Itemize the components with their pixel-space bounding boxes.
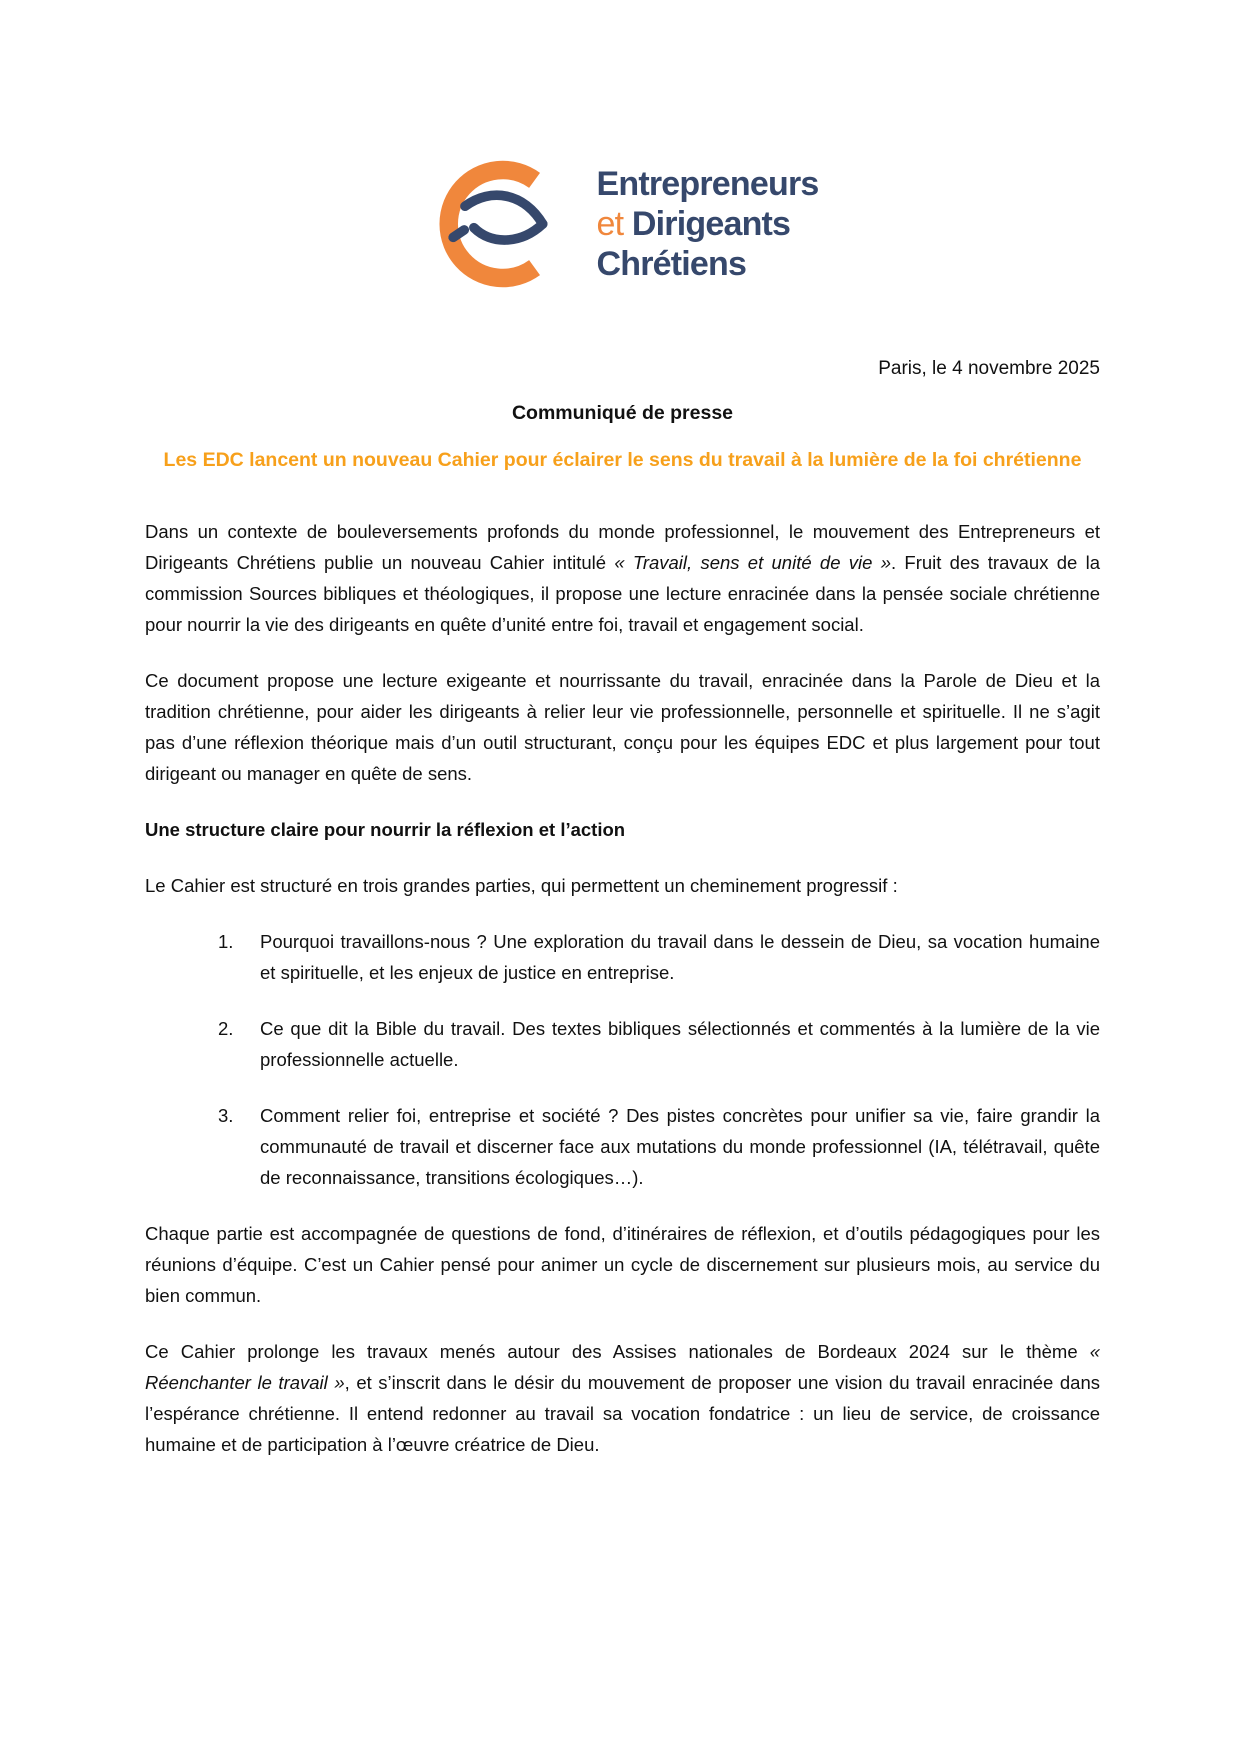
paragraph-structure-intro: Le Cahier est structuré en trois grandes parties, qui permettent un cheminement progressif :: [145, 875, 898, 896]
press-release-title: Les EDC lancent un nouveau Cahier pour éclairer le sens du travail à la lumière de la foi chrétienne: [163, 449, 1082, 471]
logo-text-line2: [596, 204, 818, 244]
list-item-text: Ce que dit la Bible du travail. Des textes bibliques sélectionnés et commentés à la lumière de la vie professionnelle actuelle.: [260, 1018, 1100, 1070]
logo-wordmark: [596, 164, 818, 284]
logo-text-line3: Chrétiens: [596, 245, 747, 283]
logo-text-line1: Entrepreneurs: [596, 165, 819, 203]
doc-type-heading: Communiqué de presse: [511, 402, 734, 424]
paragraph-intro-text-2: . Fruit des travaux de la commission Sources bibliques et théologiques, il propose une lecture enracinée dans la pensée sociale chrétienne pour nourrir la vie des dirigeants en quête d’unité entre foi, travail et engagement social.: [145, 552, 1100, 635]
paragraph-intro: [145, 516, 1100, 640]
logo-c-ring: [449, 170, 535, 278]
logo-text-dirigeants: Dirigeants: [631, 205, 791, 243]
list-item-marker: 2.: [218, 1018, 234, 1039]
edc-logo: [145, 0, 1100, 298]
paragraph-assises-text-2: , et s’inscrit dans le désir du mouvement de proposer une vision du travail enracinée dans l’espérance chrétienne. Il entend redonner au travail sa vocation fondatrice : un lieu de service, de croissance humaine et de participation à l’œuvre créatrice de Dieu.: [145, 1372, 1100, 1455]
paragraph-assises-italic-theme: « Réenchanter le travail »: [145, 1341, 1100, 1393]
list-item-marker: 3.: [218, 1105, 234, 1126]
edc-logo-mark: [426, 150, 578, 298]
list-item-2: [218, 1013, 1100, 1075]
paragraph-intro-italic-title: « Travail, sens et unité de vie »: [614, 552, 891, 573]
paragraph-context-assises: [145, 1336, 1100, 1460]
document-body: [145, 516, 1100, 1460]
list-item-text: Comment relier foi, entreprise et société ? Des pistes concrètes pour unifier sa vie, faire grandir la communauté de travail et discerner face aux mutations du monde professionnel (IA, télétravail, quête de reconnaissance, transitions écologiques…).: [260, 1105, 1100, 1188]
list-item-3: [218, 1100, 1100, 1193]
paragraph-pedagogy: Chaque partie est accompagnée de questions de fond, d’itinéraires de réflexion, et d’outils pédagogiques pour les réunions d’équipe. C’est un Cahier pensé pour animer un cycle de discernement sur plusieurs mois, au service du bien commun.: [145, 1223, 1100, 1306]
list-item-text: Pourquoi travaillons-nous ? Une exploration du travail dans le dessein de Dieu, sa vocation humaine et spirituelle, et les enjeux de justice en entreprise.: [260, 931, 1100, 983]
list-item-1: [218, 926, 1100, 988]
paragraph-intro-text-1: Dans un contexte de bouleversements profonds du monde professionnel, le mouvement des Entrepreneurs et Dirigeants Chrétiens publie un nouveau Cahier intitulé: [145, 521, 1100, 573]
numbered-list: [145, 926, 1100, 1193]
paragraph-assises-text-1: Ce Cahier prolonge les travaux menés autour des Assises nationales de Bordeaux 2024 sur le thème: [145, 1341, 1090, 1362]
fish-icon: [454, 195, 544, 240]
logo-text-et: et: [596, 205, 624, 243]
dateline: Paris, le 4 novembre 2025: [878, 358, 1100, 379]
section-subheading: Une structure claire pour nourrir la réflexion et l’action: [145, 819, 626, 840]
list-item-marker: 1.: [218, 931, 234, 952]
paragraph-document-description: Ce document propose une lecture exigeante et nourrissante du travail, enracinée dans la Parole de Dieu et la tradition chrétienne, pour aider les dirigeants à relier leur vie professionnelle, personnelle et spirituelle. Il ne s’agit pas d’une réflexion théorique mais d’un outil structurant, conçu pour les équipes EDC et plus largement pour tout dirigeant ou manager en quête de sens.: [145, 670, 1100, 784]
